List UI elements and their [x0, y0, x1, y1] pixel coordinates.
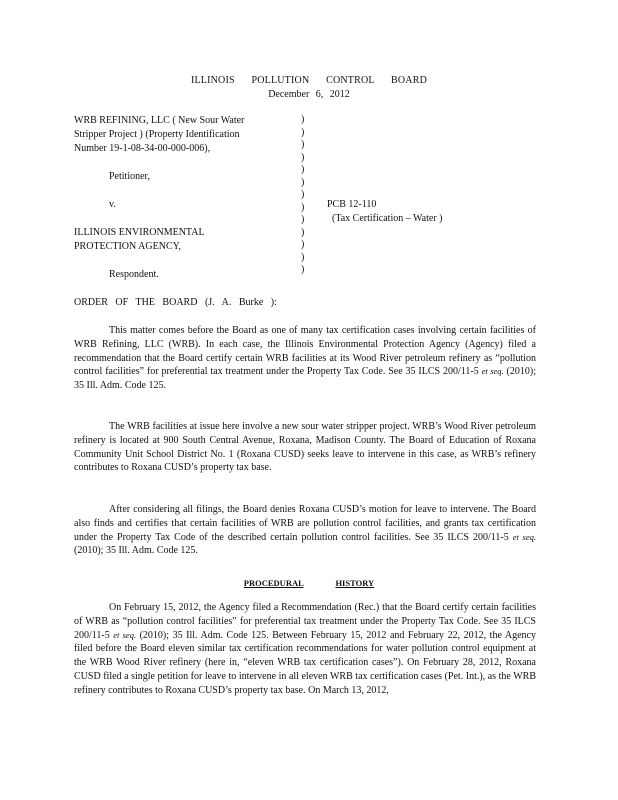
caption-paren-column [301, 114, 311, 277]
paren: ) [301, 214, 305, 225]
caption-line: WRB REFINING, LLC ( New Sour Water [74, 115, 245, 126]
paragraph-decision: After considering all filings, the Board denies Roxana CUSD’s motion for leave to intervene. The Board also finds and certifies that certain facilities of WRB are pollution control facilities, and grants tax certification under the Property Tax Code of the described certain pollution control facilities. See 35 ILCS 200/11-5 et seq. (2010); 35 Ill. Adm. Code 125. [74, 504, 536, 557]
case-caption [74, 114, 544, 282]
caption-line [74, 254, 304, 268]
paragraph-intro: This matter comes before the Board as one of many tax certification cases involving certain facilities of WRB Refining, LLC (WRB). In each case, the Illinois Environmental Protection Agency (Agency) filed a recommendation that the Board certify certain WRB facilities at its Wood River petroleum refinery as “pollution control facilities” for preferential tax treatment under the Property Tax Code. See 35 ILCS 200/11-5 et seq. (2010); 35 Ill. Adm. Code 125. [74, 325, 536, 392]
section-heading-procedural-history: PROCEDURAL HISTORY [243, 578, 375, 588]
board-title: ILLINOIS POLLUTION CONTROL BOARD [190, 75, 428, 86]
order-date: December 6, 2012 [268, 89, 350, 100]
caption-line: PROTECTION AGENCY, [74, 241, 182, 252]
order-of-the-board: ORDER OF THE BOARD (J. A. Burke ): [74, 297, 277, 308]
paren: ) [301, 226, 305, 238]
paren: ) [301, 176, 305, 188]
caption-line [74, 184, 304, 198]
case-number: PCB 12-110 [327, 199, 377, 210]
paren: ) [301, 251, 305, 263]
paragraph-facilities: The WRB facilities at issue here involve a new sour water stripper project. WRB’s Wood River petroleum refinery is located at 900 South Central Avenue, Roxana, Madison County. The Board of Education of Roxana Community Unit School District No. 1 (Roxana CUSD) seeks leave to intervene in this case, as WRB’s refinery contributes to Roxana CUSD’s property tax base. [74, 421, 536, 474]
caption-line [74, 212, 304, 226]
paren: ) [301, 189, 305, 200]
paren: ) [301, 126, 305, 138]
paren: ) [301, 114, 305, 125]
caption-line: Number 19-1-08-34-00-000-006), [74, 143, 211, 154]
case-identifier [327, 198, 443, 226]
caption-line: Stripper Project ) (Property Identification [74, 129, 240, 140]
caption-line [74, 156, 304, 170]
paragraph-procedural-history: On February 15, 2012, the Agency filed a Recommendation (Rec.) that the Board certify certain facilities of WRB as “pollution control facilities” for preferential tax treatment under the Property Tax Code. See 35 ILCS 200/11-5 et seq. (2010); 35 Ill. Adm. Code 125. Between February 15, 2012 and February 22, 2012, the Agency filed before the Board eleven similar tax certification recommendations for water pollution control equipment at the WRB Wood River refinery (here in, “eleven WRB tax certification cases”). On February 28, 2012, Roxana CUSD filed a single petition for leave to intervene in all eleven WRB tax certification cases (Pet. Int.), as the WRB refinery contributes to Roxana CUSD’s property tax base. On March 13, 2012, [74, 602, 536, 696]
paren: ) [301, 151, 305, 163]
paren: ) [301, 164, 305, 175]
case-type: (Tax Certification – Water ) [332, 213, 443, 224]
caption-petitioner: Petitioner, [109, 171, 150, 182]
caption-line: ILLINOIS ENVIRONMENTAL [74, 227, 205, 238]
paren: ) [301, 239, 305, 250]
caption-versus: v. [109, 199, 116, 210]
paren: ) [301, 264, 305, 275]
caption-respondent: Respondent. [109, 269, 159, 280]
caption-parties [74, 114, 304, 282]
paren: ) [301, 201, 305, 213]
paren: ) [301, 139, 305, 150]
